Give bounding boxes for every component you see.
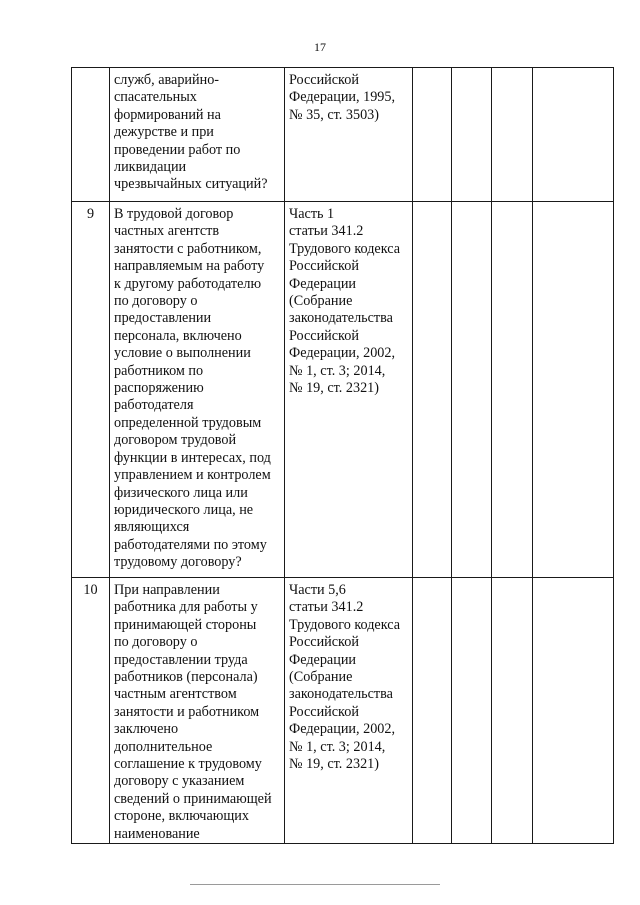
answer-no-cell[interactable] bbox=[452, 68, 492, 202]
answer-na-cell[interactable] bbox=[492, 68, 533, 202]
table-row bbox=[72, 68, 614, 202]
requirement-text: При направлении работника для работы у принимающей стороны по договору о предоставлении труда работников (персонала) частным агентством занятости и работником заключено дополнительное соглашение к трудовому договору с указанием сведений о принимающей стороне, включающих наименование bbox=[110, 578, 285, 844]
scan-artifact-line bbox=[190, 884, 440, 885]
legal-reference: Часть 1 статьи 341.2 Трудового кодекса Российской Федерации (Собрание законодательства Российской Федерации, 2002, № 1, ст. 3; 2014, № 19, ст. 2321) bbox=[285, 202, 413, 578]
answer-na-cell[interactable] bbox=[492, 202, 533, 578]
answer-yes-cell[interactable] bbox=[413, 202, 452, 578]
page-number: 17 bbox=[314, 40, 326, 54]
legal-reference: Части 5,6 статьи 341.2 Трудового кодекса Российской Федерации (Собрание законодательства Российской Федерации, 2002, № 1, ст. 3; 2014, № 19, ст. 2321) bbox=[285, 578, 413, 844]
table-row bbox=[72, 202, 614, 578]
notes-cell[interactable] bbox=[533, 68, 614, 202]
answer-yes-cell[interactable] bbox=[413, 578, 452, 844]
checklist-table bbox=[71, 67, 614, 844]
legal-reference: Российской Федерации, 1995, № 35, ст. 3503) bbox=[285, 68, 413, 202]
notes-cell[interactable] bbox=[533, 202, 614, 578]
table-row bbox=[72, 578, 614, 844]
answer-na-cell[interactable] bbox=[492, 578, 533, 844]
requirement-text: служб, аварийно- спасательных формирований на дежурстве и при проведении работ по ликвидации чрезвычайных ситуаций? bbox=[110, 68, 285, 202]
row-number bbox=[72, 68, 110, 202]
answer-yes-cell[interactable] bbox=[413, 68, 452, 202]
notes-cell[interactable] bbox=[533, 578, 614, 844]
requirement-text: В трудовой договор частных агентств занятости с работником, направляемым на работу к другому работодателю по договору о предоставлении персонала, включено условие о выполнении работником по распоряжению работодателя определенной трудовым договором трудовой функции в интересах, под управлением и контролем физического лица или юридического лица, не являющихся работодателями по этому трудовому договору? bbox=[110, 202, 285, 578]
row-number: 9 bbox=[72, 202, 110, 578]
answer-no-cell[interactable] bbox=[452, 578, 492, 844]
row-number: 10 bbox=[72, 578, 110, 844]
answer-no-cell[interactable] bbox=[452, 202, 492, 578]
